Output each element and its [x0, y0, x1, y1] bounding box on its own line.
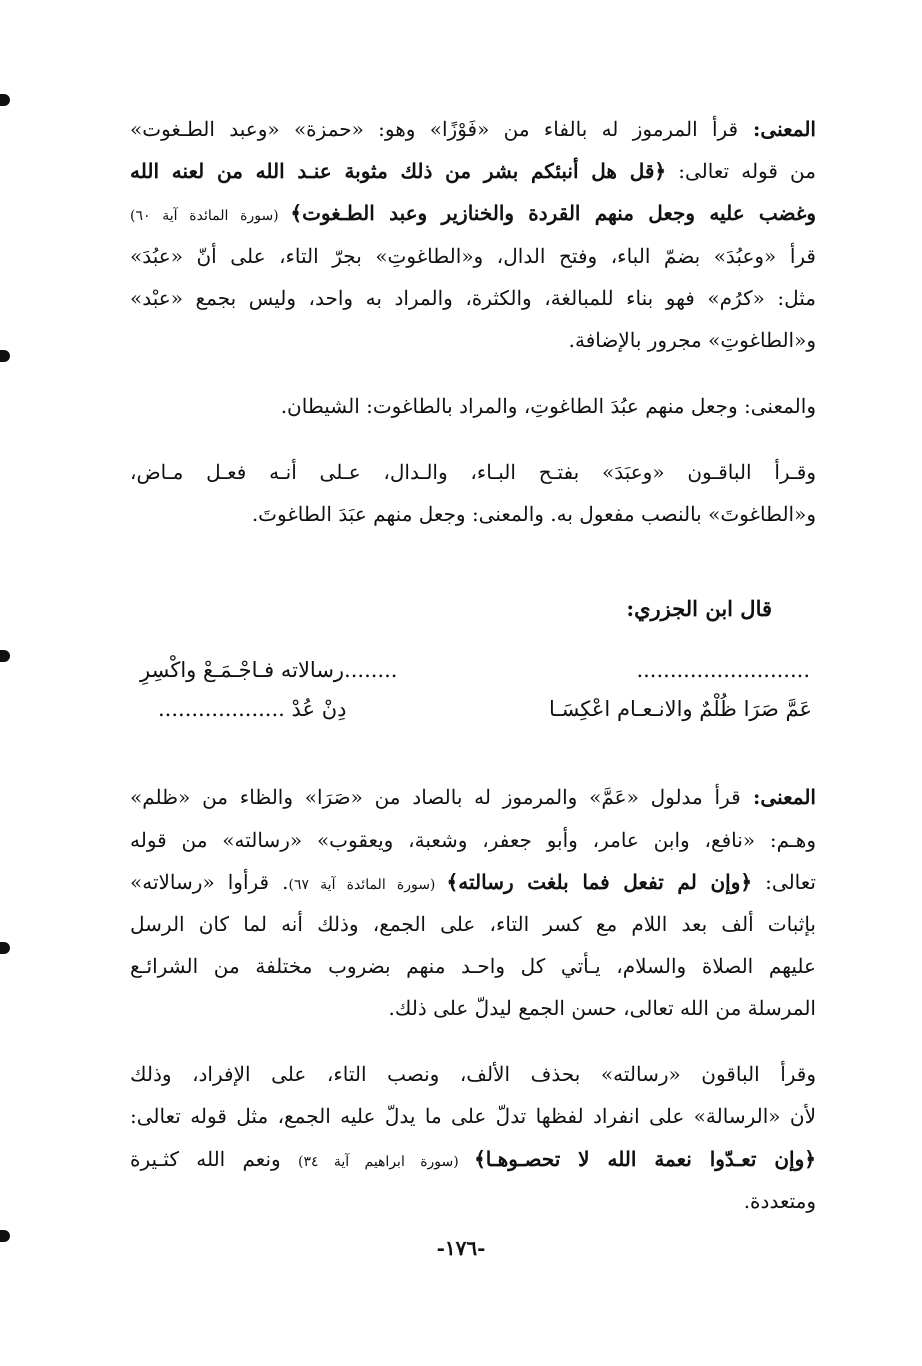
- text-segment: وهـم: «نافع، وابن عامر، وأبو جعفر، وشعبة، ويعقوب» «رسالته» من قوله: [130, 828, 816, 852]
- text-line: [130, 391, 816, 421]
- text-segment: المرسلة من الله تعالى، حسن الجمع ليدلّ على ذلك.: [388, 996, 816, 1020]
- text-line: [130, 951, 816, 981]
- text-segment: من قوله تعالى:: [666, 159, 816, 183]
- poem-line-2-second-hemistich: دِنْ عُدْ ...................: [158, 697, 347, 721]
- quran-reference: (سورة ابراهيم آية ٣٤): [297, 1154, 475, 1170]
- margin-mark: [0, 350, 10, 362]
- text-segment: قرأ «وعبُدَ» بضمّ الباء، وفتح الدال، و«الطاغوتِ» بجرّ التاء، على أنّ «عبُدَ»: [130, 244, 816, 268]
- text-segment: . قرأوا «رسالاته»: [130, 870, 289, 894]
- text-segment: والمعنى: وجعل منهم عبُدَ الطاغوتِ، والمراد بالطاغوت: الشيطان.: [280, 394, 816, 418]
- text-line: [130, 283, 816, 313]
- text-line: [130, 1186, 816, 1216]
- text-segment: ومتعددة.: [743, 1189, 816, 1213]
- text-line: [130, 457, 816, 487]
- quran-reference: (سورة المائدة آية ٦٧): [288, 877, 447, 893]
- margin-mark: [0, 650, 10, 662]
- text-line: [130, 909, 816, 939]
- emphasized-text: ﴿قل هل أنبئكم بشر من ذلك مثوبة عنـد الله من لعنه الله: [130, 159, 667, 183]
- text-line: [130, 867, 816, 897]
- poem-line-2-first-hemistich: عَمَّ صَرَا ظُلْمٌ والانـعـام اعْكِسَـا: [549, 697, 812, 721]
- text-segment: وقـرأ الباقـون «وعبَدَ» بفتـح البـاء، والـدال، عـلى أنـه فعـل مـاض،: [130, 460, 816, 484]
- text-segment: مثل: «كرُم» فهو بناء للمبالغة، والكثرة، والمراد به واحد، وليس بجمع «عبْد»: [130, 286, 816, 310]
- text-segment: تعالى:: [752, 870, 816, 894]
- margin-mark: [0, 94, 10, 106]
- text-line: [130, 1144, 816, 1174]
- text-segment: و«الطاغوتِ» مجرور بالإضافة.: [568, 328, 816, 352]
- poem-line-1-second-hemistich: ........رسالاته فـاجْـمَـعْ واكْسِرِ: [140, 658, 398, 682]
- text-line: [130, 1101, 816, 1131]
- quran-reference: (سورة المائدة آية ٦٠): [130, 208, 291, 224]
- text-segment: وقرأ الباقون «رسالته» بحذف الألف، ونصب التاء، على الإفراد، وذلك: [130, 1062, 816, 1086]
- text-segment: قرأ مدلول «عَمَّ» والمرموز له بالصاد من «صَرَا» والظاء من «ظلم»: [130, 785, 741, 809]
- text-segment: و«الطاغوتَ» بالنصب مفعول به. والمعنى: وجعل منهم عبَدَ الطاغوتَ.: [251, 502, 816, 526]
- margin-mark: [0, 942, 10, 954]
- emphasized-text: ﴿وإن لم تفعل فما بلغت رسالته﴾: [446, 870, 753, 894]
- text-line: [130, 325, 816, 355]
- emphasized-text: المعنى:: [740, 785, 816, 809]
- text-segment: لأن «الرسالة» على انفراد لفظها تدلّ على ما يدلّ عليه الجمع، مثل قوله تعالى:: [130, 1104, 816, 1128]
- text-line: [130, 499, 816, 529]
- poem-line-1-first-hemistich: ..........................: [636, 658, 810, 682]
- emphasized-text: وغضب عليه وجعل منهم القردة والخنازير وعبد الطـغوت﴾: [290, 201, 816, 225]
- text-line: [130, 993, 816, 1023]
- text-line: [130, 114, 816, 144]
- text-segment: قرأ المرموز له بالفاء من «فَوْزًا» وهو: «حمزة» «وعبد الطـغوت»: [130, 117, 739, 141]
- text-line: [130, 198, 816, 228]
- page-number: -١٧٦-: [436, 1236, 486, 1260]
- emphasized-text: ﴿وإن تعـدّوا نعمة الله لا تحصـوهـا﴾: [474, 1147, 816, 1171]
- text-line: [130, 241, 816, 271]
- emphasized-text: المعنى:: [738, 117, 816, 141]
- text-segment: بإثبات ألف بعد اللام مع كسر التاء، على الجمع، وذلك أنه لما كان الرسل: [130, 912, 816, 936]
- text-line: [130, 825, 816, 855]
- text-segment: ونعم الله كثـيرة: [130, 1147, 298, 1171]
- text-line: [130, 782, 816, 812]
- text-line: [130, 1059, 816, 1089]
- section-heading: قال ابن الجزري:: [626, 596, 772, 621]
- text-line: [130, 156, 816, 186]
- text-segment: عليهم الصلاة والسلام، يـأتي كل واحـد منهم بضروب مختلفة من الشرائـع: [130, 954, 816, 978]
